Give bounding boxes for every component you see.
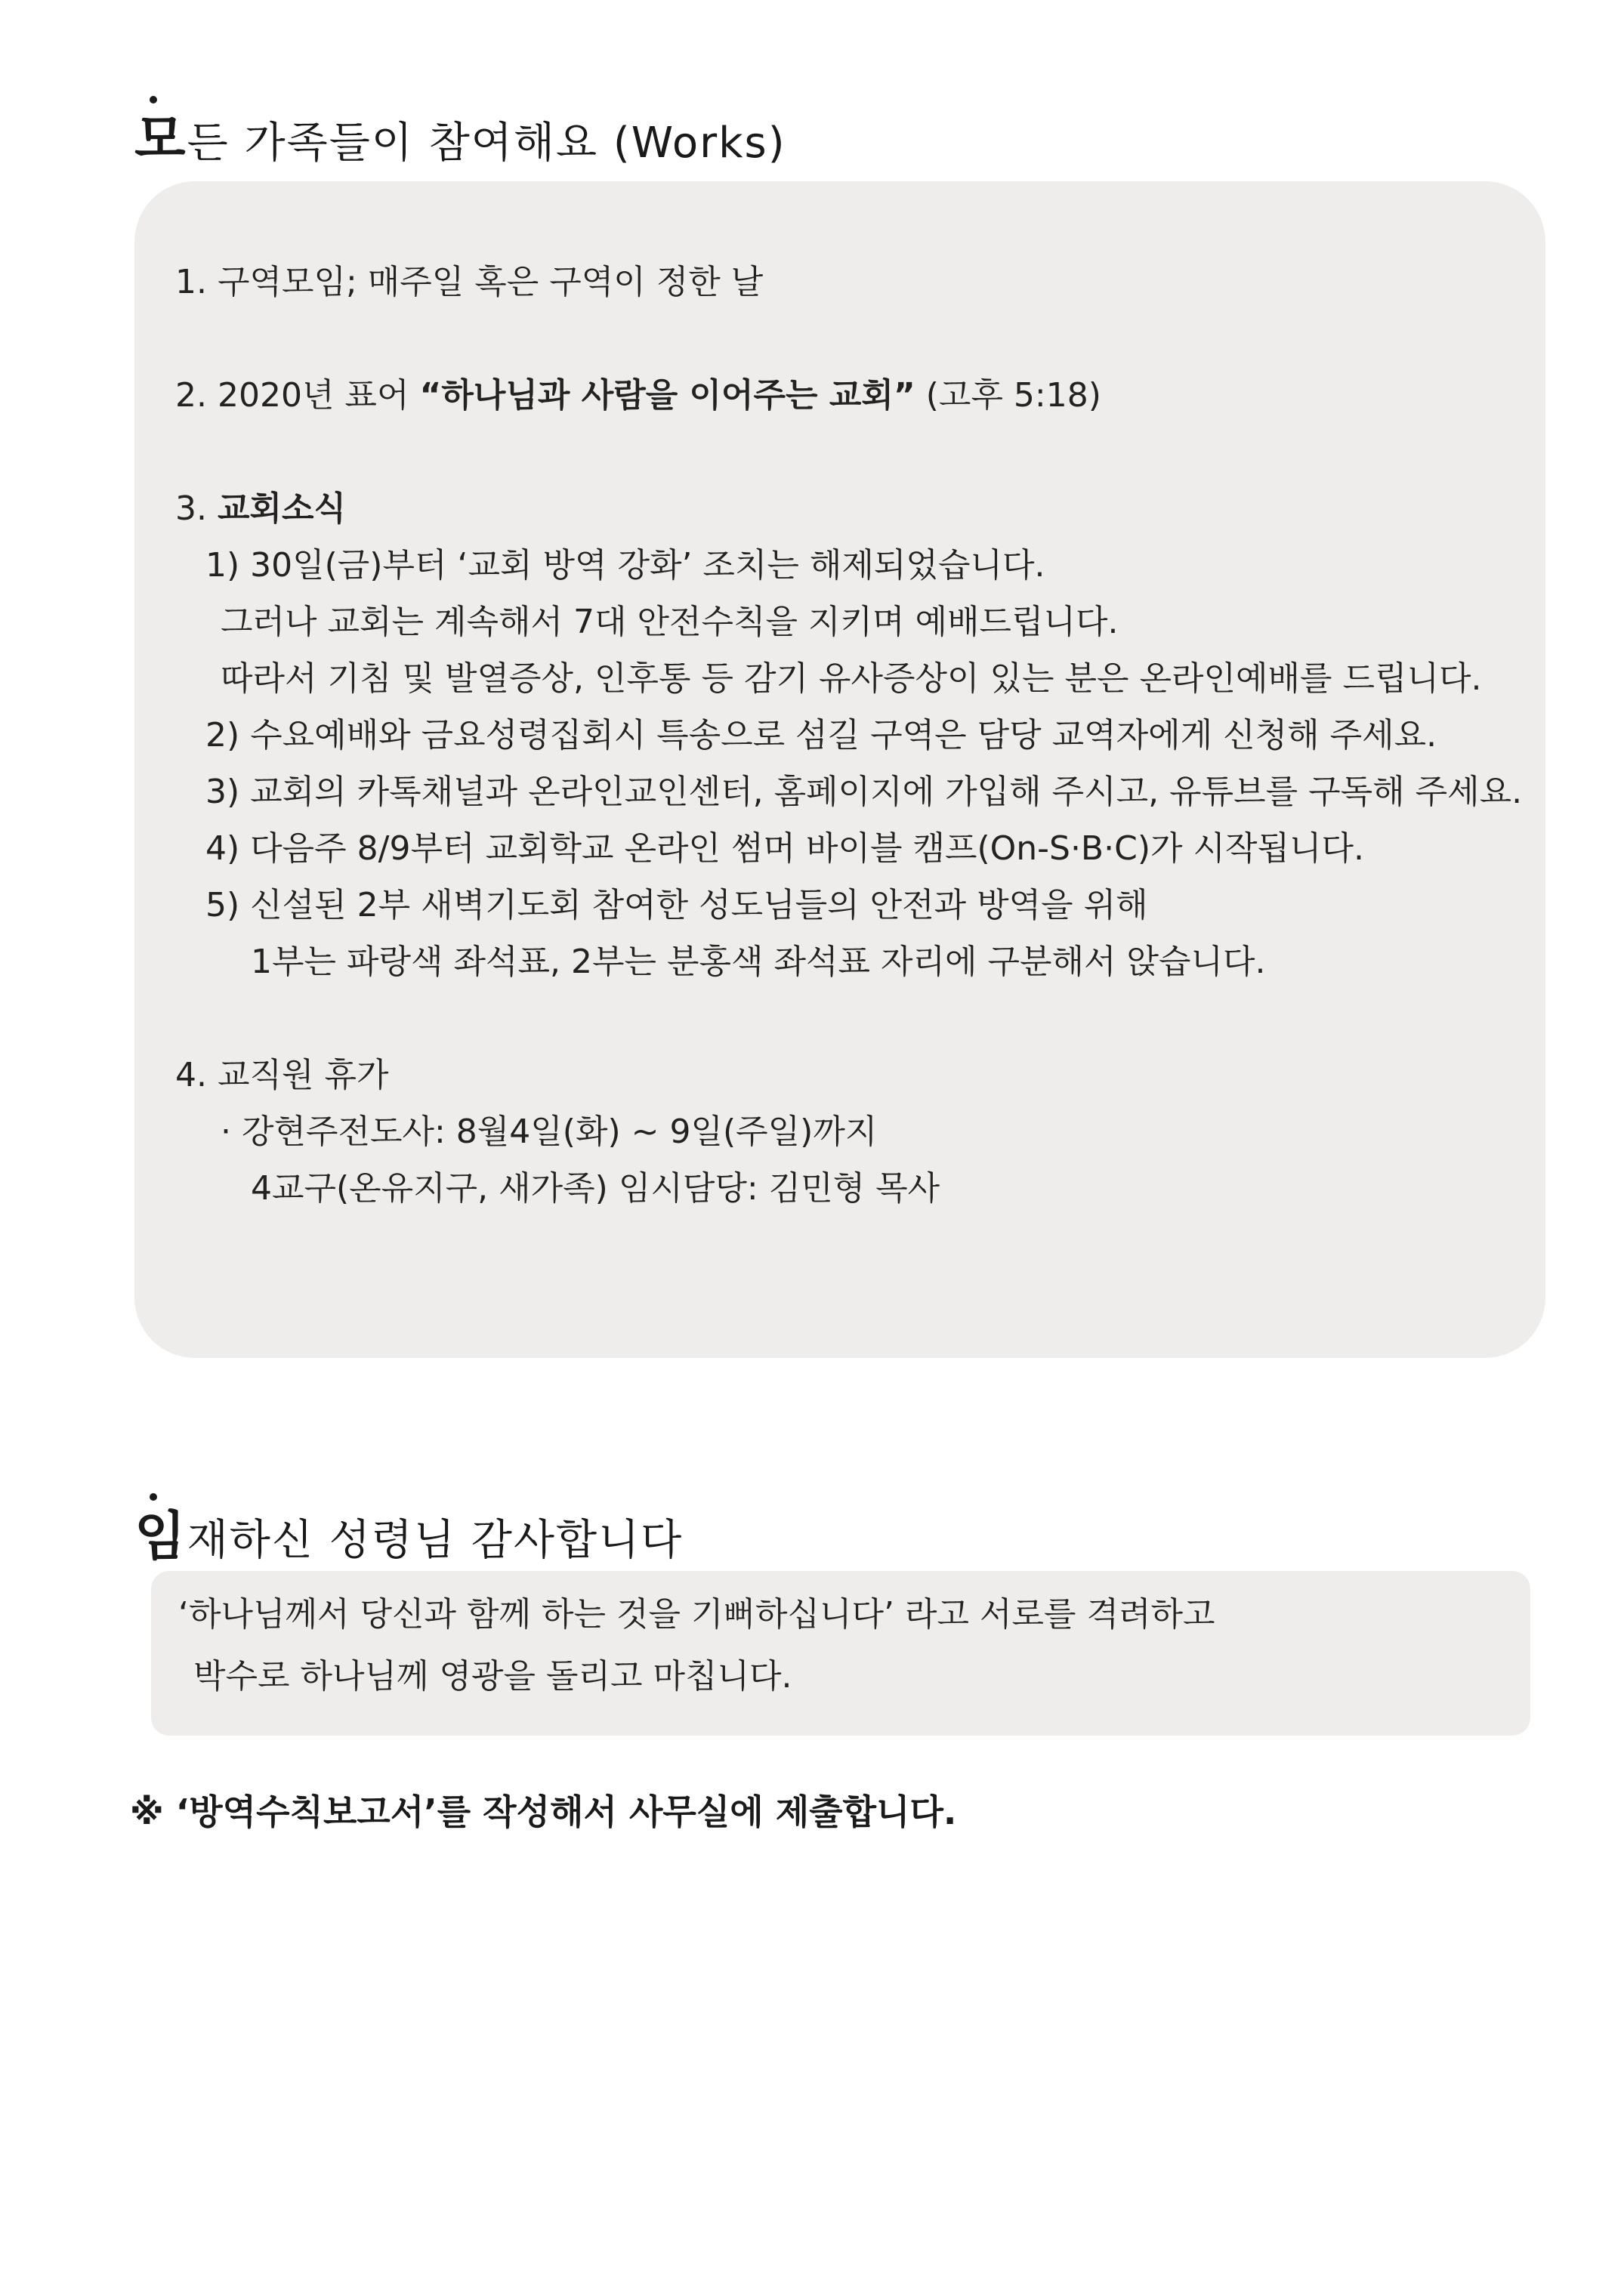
news-item-4: 4) 다음주 8/9부터 교회학교 온라인 썸머 바이블 캠프(On-S·B·C)가 시작됩니다. — [205, 829, 1364, 868]
works-section-heading — [134, 97, 786, 173]
news-item-2: 2) 수요예배와 금요성령집회시 특송으로 섬길 구역은 담당 교역자에게 신청해 주세요. — [205, 716, 1437, 755]
motto-text: “하나님과 사람을 이어주는 교회” — [419, 376, 915, 415]
spirit-heading-text: 재하신 성령님 감사합니다 — [187, 1516, 684, 1565]
item-staff-vacation: 4. 교직원 휴가 — [175, 1056, 389, 1094]
news-item-1-line-2: 그러나 교회는 계속해서 7대 안전수칙을 지키며 예배드립니다. — [221, 603, 1119, 641]
church-news-title: 교회소식 — [217, 489, 346, 528]
closing-line-2: 박수로 하나님께 영광을 돌리고 마칩니다. — [193, 1657, 792, 1696]
vacation-line-2: 4교구(온유지구, 새가족) 임시담당: 김민형 목사 — [251, 1169, 940, 1208]
item-cell-meeting: 1. 구역모임; 매주일 혹은 구역이 정한 날 — [175, 263, 764, 301]
news-item-1-line-1: 1) 30일(금)부터 ‘교회 방역 강화’ 조치는 해제되었습니다. — [205, 546, 1045, 585]
news-item-1-line-3: 따라서 기침 및 발열증상, 인후통 등 감기 유사증상이 있는 분은 온라인예배를 드립니다. — [221, 659, 1482, 698]
news-item-5-line-2: 1부는 파랑색 좌석표, 2부는 분홍색 좌석표 자리에 구분해서 앉습니다. — [251, 943, 1266, 981]
item-church-news-heading — [175, 486, 346, 532]
spirit-heading-initial: 임 — [134, 1505, 187, 1567]
motto-reference: (고후 5:18) — [915, 376, 1101, 415]
item-yearly-motto — [175, 373, 1101, 418]
news-item-3: 3) 교회의 카톡채널과 온라인교인센터, 홈페이지에 가입해 주시고, 유튜브를 구독해 주세요. — [205, 773, 1523, 811]
spirit-section-heading — [134, 1494, 683, 1570]
report-submission-note: ※ ‘방역수칙보고서’를 작성해서 사무실에 제출합니다. — [130, 1792, 957, 1832]
news-item-5-line-1: 5) 신설된 2부 새벽기도회 참여한 성도님들의 안전과 방역을 위해 — [205, 886, 1148, 924]
church-news-number: 3. — [175, 489, 218, 528]
motto-prefix: 2. 2020년 표어 — [175, 376, 420, 415]
vacation-line-1: · 강현주전도사: 8월4일(화) ~ 9일(주일)까지 — [221, 1113, 878, 1151]
works-heading-initial: 모 — [134, 108, 187, 170]
closing-line-1: ‘하나님께서 당신과 함께 하는 것을 기뻐하십니다’ 라고 서로를 격려하고 — [178, 1595, 1215, 1634]
works-heading-text: 든 가족들이 참여해요 (Works) — [187, 119, 786, 168]
